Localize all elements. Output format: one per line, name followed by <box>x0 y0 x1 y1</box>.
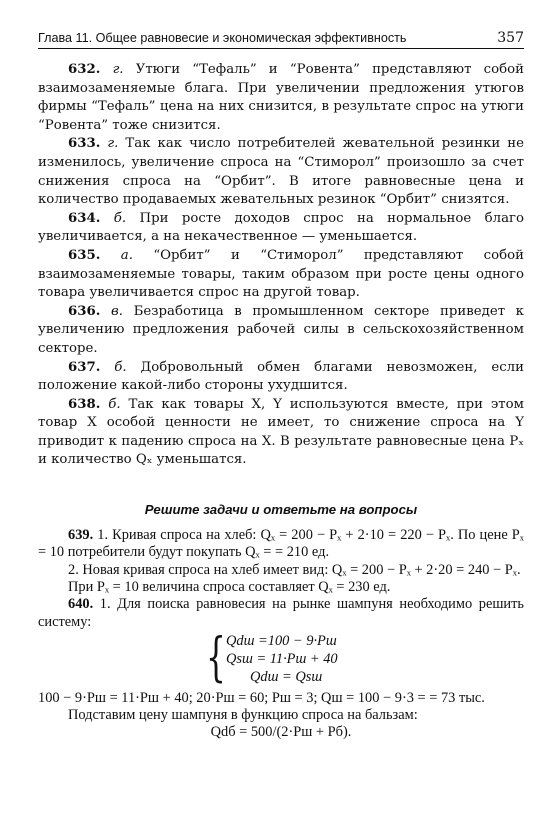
problem-number: 640. <box>68 596 94 613</box>
solution-639-part3: При Pₓ = 10 величина спроса составляет Qₓ = 230 ед. <box>68 578 391 595</box>
running-header <box>38 26 524 49</box>
answer-letter: г. <box>112 62 124 77</box>
answer-text: Утюги “Тефаль” и “Ровента” представляют собой взаимозаменяемые блага. При увеличении предложения утюгов фирмы “Тефаль” цена на них снизится, в результате спрос на утюги “Ровента” тоже снизится. <box>38 62 524 133</box>
problem-number: 639. <box>68 527 94 544</box>
answer-text: Так как число потребителей жевательной резинки не изменилось, увеличение спроса на “Стиморол” произошло за счет снижения спроса на “Орбит”. В итоге равновесные цена и количество продаваемых жевательных резинок “Орбит” снизятся. <box>38 136 525 208</box>
brace-symbol: { <box>206 627 226 688</box>
solution-text: 1. Для поиска равновесия на рынке шампуня необходимо решить систему: <box>38 596 524 630</box>
answer-number: 633. <box>68 136 101 152</box>
answer-text: Добровольный обмен благами невозможен, если положение какой-либо стороны ухудшится. <box>38 359 524 394</box>
answer-number: 637. <box>68 359 101 375</box>
answer-text: При росте доходов спрос на нормальное благо увеличивается, а на некачественное — уменьшается. <box>38 210 524 245</box>
book-page <box>38 26 524 742</box>
answer-637 <box>38 359 524 396</box>
equation-system <box>206 627 406 688</box>
solution-text: 1. Кривая спроса на хлеб: Qₓ = 200 − Pₓ + 2·10 = 220 − Pₓ. По цене Pₓ = 10 потребители будут покупать Qₓ = = 210 ед. <box>38 527 524 561</box>
answer-632 <box>38 61 524 135</box>
answer-text: Так как товары X, Y используются вместе, при этом товар X особой ценности не имеет, то снижение спроса на Y приводит к падению спроса на X. В результате равновесные цена Pₓ и количество Qₓ уменьшатся. <box>38 396 524 468</box>
answer-636 <box>38 303 524 359</box>
answer-letter: в. <box>111 303 123 319</box>
solution-639-part2: 2. Новая кривая спроса на хлеб имеет вид: Qₓ = 200 − Pₓ + 2·20 = 240 − Pₓ. <box>68 561 521 578</box>
solution-640-part2: 100 − 9·Pш = 11·Pш + 40; 20·Pш = 60; Pш = 3; Qш = 100 − 9·3 = = 73 тыс. <box>38 689 485 706</box>
equation-equilibrium: Qdш = Qsш <box>250 668 323 685</box>
answer-text: Безработица в промышленном секторе приведет к увеличению предложения рабочей силы в сельскохозяйственном секторе. <box>38 303 524 356</box>
answer-number: 638. <box>68 396 101 412</box>
solution-640-formula: Qdб = 500/(2·Pш + Pб). <box>210 724 352 741</box>
answer-number: 632. <box>68 62 101 77</box>
answer-number: 635. <box>68 247 101 263</box>
answer-number: 636. <box>68 303 101 319</box>
answer-634 <box>38 210 524 247</box>
equation-demand: Qdш =100 − 9·Pш <box>226 632 337 649</box>
answer-635 <box>38 247 524 303</box>
answer-638 <box>38 396 524 470</box>
page-number: 357 <box>497 30 524 46</box>
answer-letter: б. <box>113 210 127 226</box>
answer-letter: а. <box>120 247 133 263</box>
solutions <box>38 527 524 742</box>
answer-number: 634. <box>68 210 101 226</box>
answer-letter: б. <box>108 396 121 412</box>
chapter-title: Глава 11. Общее равновесие и экономическая эффективность <box>38 31 407 45</box>
section-title: Решите задачи и ответьте на вопросы <box>144 502 418 518</box>
solution-640-part1 <box>38 596 524 631</box>
solution-639-part1 <box>38 527 524 562</box>
answer-633 <box>38 135 524 209</box>
equation-supply: Qsш = 11·Pш + 40 <box>226 650 338 667</box>
answer-letter: б. <box>114 359 127 375</box>
solution-640-part3: Подставим цену шампуня в функцию спроса на бальзам: <box>68 707 418 724</box>
answer-text: “Орбит” и “Стиморол” представляют собой взаимозаменяемые товары, таким образом при росте цены одного товара увеличивается спрос на другой товар. <box>38 247 524 301</box>
answers-list <box>38 61 524 470</box>
answer-letter: г. <box>107 136 119 152</box>
